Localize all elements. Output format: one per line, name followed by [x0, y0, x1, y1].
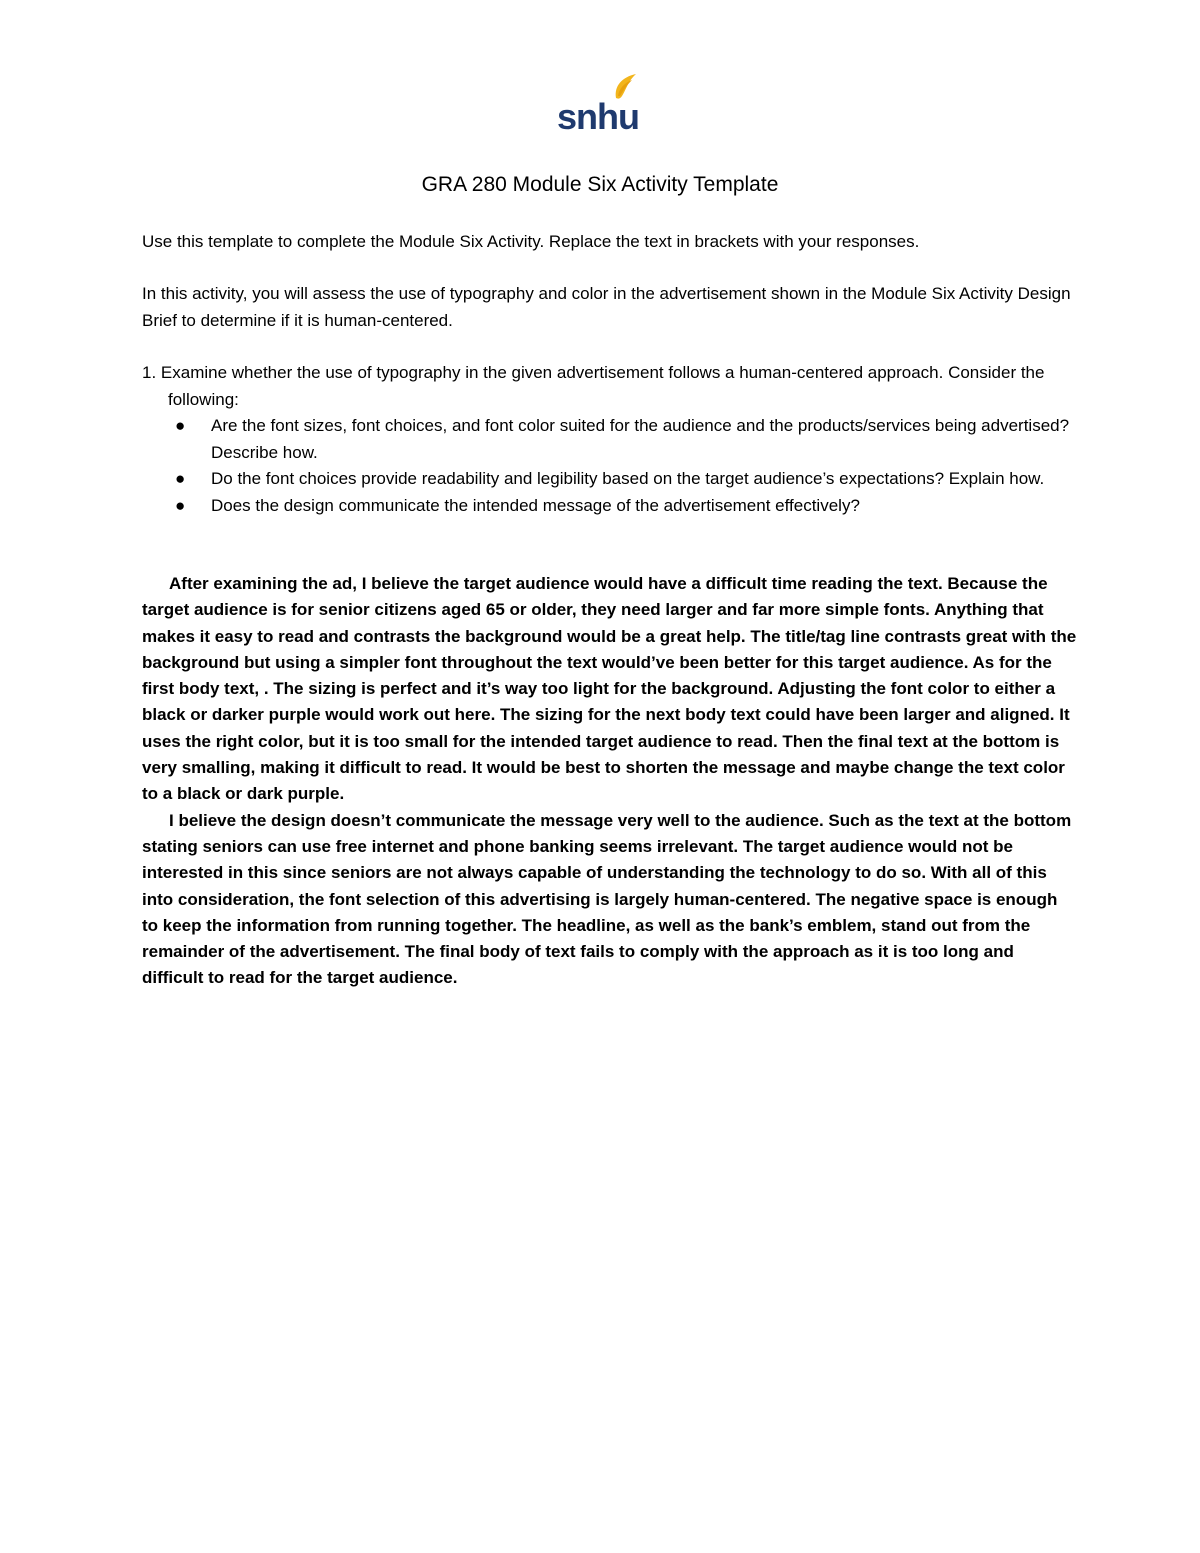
bullet-text: Does the design communicate the intended message of the advertisement effectively? — [211, 495, 860, 515]
question-1-bullets — [142, 413, 1072, 519]
question-1 — [142, 360, 1072, 519]
list-item — [142, 493, 1072, 520]
bullet-text: Do the font choices provide readability and legibility based on the target audience’s expectations? Explain how. — [211, 469, 1045, 488]
response-paragraph-1: After examining the ad, I believe the target audience would have a difficult time reading the text. Because the target audience is for senior citizens aged 65 or older, they need larger and far more simple fonts. Anything that makes it easy to read and contrasts the background would be a great help. The title/tag line contrasts great with the background but using a simpler font throughout the text would’ve been better for this target audience. As for the first body text, . The sizing is perfect and it’s way too light for the background. Adjusting the font color to either a black or darker purple would work out here. The sizing for the next body text could have been larger and aligned. It uses the right color, but it is too small for the intended target audience to read. Then the final text at the bottom is very smalling, making it difficult to read. It would be best to shorten the message and maybe change the text color to a black or dark purple. — [142, 574, 1077, 804]
bullet-text: Are the font sizes, font choices, and font color suited for the audience and the products/services being advertised? Describe how. — [211, 416, 1070, 462]
question-1-text: 1. Examine whether the use of typography in the given advertisement follows a human-centered approach. Consider the following: — [142, 363, 1045, 409]
intro-text: In this activity, you will assess the use of typography and color in the advertisement shown in the Module Six Activity Design Brief to determine if it is human-centered. — [142, 284, 1071, 330]
list-item — [142, 466, 1072, 493]
bullet-icon: ● — [175, 469, 186, 488]
instructions-text: Use this template to complete the Module Six Activity. Replace the text in brackets with your responses. — [142, 232, 920, 251]
bullet-icon: ● — [175, 416, 186, 435]
page-title: GRA 280 Module Six Activity Template — [421, 173, 779, 196]
logo-wordmark: snhu — [557, 96, 639, 134]
snhu-logo — [556, 72, 640, 134]
student-response — [142, 571, 1077, 992]
bullet-icon: ● — [175, 495, 186, 515]
response-paragraph-2: I believe the design doesn’t communicate the message very well to the audience. Such as the text at the bottom stating seniors can use free internet and phone banking seems irrelevant. The target audience would not be interested in this since seniors are not always capable of understanding the technology to do so. With all of this into consideration, the font selection of this advertising is largely human-centered. The negative space is enough to keep the information from running together. The headline, as well as the bank’s emblem, stand out from the remainder of the advertisement. The final body of text fails to comply with the approach as it is too long and difficult to read for the target audience. — [142, 810, 1072, 988]
list-item — [142, 413, 1072, 466]
